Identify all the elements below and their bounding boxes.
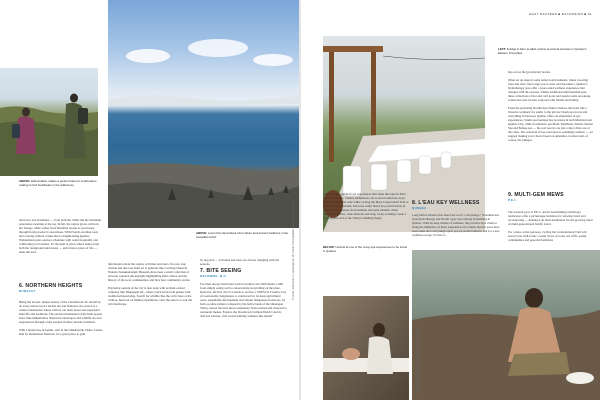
section-subtitle: P.E.I.: [508, 198, 517, 202]
bite-paragraph-cont: Gate, and join guided food experiences that share the region's First Nations heritage. Visitors enthusiasts can rooted in delicious stops for pizza, fruit and wine while cycling the Myra Canyon Rail Trail or hiking Knox Mountain. Kelowna really flexes its peach horizon in two growing seasons, from summer and early autumn, when bountiful harvests, wine festivals and long, rocky evenings create a sensory postcard of the valley's enduring magic.: [323, 192, 409, 220]
section-bite-seeing-header: [200, 268, 288, 278]
gems-paragraph: The pastoral pace of P.E.I., and its breathtaking windswept landscapes offer a picturesque backdrop for slowing down and reconnecting — making it an ideal destination for the growing trend of multi-generational family travel. For a more active getaway, cycling the Confederation Trail will reward you with scenic coastal views of rocky red cliffs, quaint communities and peaceful farmland,: [508, 210, 593, 242]
caption-text: Edmundsten makes a perfect base for small-nature making to find heartbeats in the wilderness: [19, 179, 97, 187]
north-paragraph-cont: information about the region, activities and tours. In town, step outside and discover Inuit art at galleries like Carvings Nunavut. Nunatta Sunakkutaangit Museum showcases a small collection of artwork, regional photographs highlighting Inuit culture and the history of the local communities, and they host community events. Exploring outside of the city is best done with an Inuit-owned company like Tikippugut Inc., where you'll learn from guides with traditional knowledge. Search for wildlife like the arctic hare or the caribou, head out on fishing expeditions, view the aurora or tour the wild landscape: [108, 262, 193, 306]
section-title: 9. MULTI-GEM MEWS: [508, 192, 564, 198]
bite-pre-paragraph: by dog sled — activities and tours are always changing with the seasons.: [200, 258, 280, 266]
column-6-gems: [508, 206, 594, 246]
photo-credit-left: © Credit: Edmunds 1; Landscape by JP; Credit: Photographer; Credit: Nunavut Tourism: [292, 199, 295, 300]
spa-paragraph-cont: hop across the [provincial] border. Often set up deep in some natural environments, where towering trees and river views urge you to relax and disconnect, Québec's hydrotherapy spas offer a year-round wellness experience that changes with the seasons. Unlike traditional individualism spas, these collections of hot and cold pools and steam rooms encourage connection and are best explored with friends and family. From the sprawling Nordik Spa-Nature Chelsea that feels like a 'massive wellpark' for adults to the private Strøm spa in lots and everything in between, Québec offers an abundance of spa experiences. Strøm spa boutique has locations in both Montréal and Québec City, while Scandinave spa Mont-Tremblant, Siberia Station Spa and Balnea spa — the real reserve are just a short drive out of the cities. The selection of top-rated spas is seemingly endless — we suggest making your choice based on amenities, location and, of course, the plunges.: [508, 70, 593, 142]
section-title: 7. BITE SEEING: [200, 268, 242, 274]
caption-spa: [323, 246, 409, 253]
column-6-spa: [508, 66, 594, 146]
caption-text: Unwind at one of the many spa experiences to be found in Quebec: [323, 245, 407, 253]
caption-arctic: [196, 232, 296, 239]
section-northern-heights-header: [19, 283, 103, 293]
caption-label: ABOVE:: [19, 179, 31, 183]
page-spine: [299, 0, 301, 400]
column-3-bite-pre: [200, 258, 288, 266]
section-subtitle: NUNAVUT: [19, 289, 36, 293]
caption-label: BELOW:: [323, 245, 335, 249]
caption-label: LEFT:: [498, 47, 506, 51]
section-title: 6. NORTHERN HEIGHTS: [19, 283, 83, 289]
column-1-north: [19, 296, 103, 340]
bite-paragraph: Food has always motivated world travellers, but 2020 marks a shift from simply eating well to experiencing storytelling on the plate. Kelowna, the first city in Canada to receive a UNESCO Creative City of Gastronomy designation, is celebrated for its deep agricultural roots, sustainable development and vibrant Indigenous foodways. Its farm-to-table culture is shaped by the fertile lands of the Okanagan Valley, whose flavours move seamlessly from orchard and vineyard to restaurant menus. Explore the Downtown Cultural District and its chef-led eateries, visit award-winning wineries like Quails': [200, 282, 287, 318]
photo-credit-right: © Credit: Photographer; Credit: Shutterstock; Photo credit text: [416, 324, 419, 396]
spa-photo: [323, 296, 409, 400]
spa-paragraph: Long before Ontario first heard the word "cold plunge," Scandinavian-style hydrotherapy and Nordic spas were already flourishing in Québec. With its deep culture of wellness, the province lays claim to being the birthplace of these experiences in Canada. Recent years have seen sauna and cold plunge spots pop up around Ontario, but for a true wellness escape, it's best to: [412, 213, 500, 237]
column-2-north: [108, 258, 194, 310]
caption-text: Learn first-hand about Inuit culture and ancient traditions in the Canadian Arctic: [196, 231, 289, 239]
north-paragraph: Being the newest, unique beauty of the Canadian Arctic should be on every nature lover's bucket list, but Nunavut also serves as a cultural destination where visitors can learn about and experience Inuit life and traditions. The ancestral homeland of the Inuit people since time immemorial, Nunavut's landscapes and wildlife are best experienced through a lens steeped in these ancient traditions. With a home base in Iqaluit, start in the Unikkaarvik Visitor Centre. Run by Destination Nunavut, it's a great place to gain: [19, 300, 103, 336]
section-multi-gem-header: [508, 192, 594, 202]
column-5-spa: [412, 213, 500, 237]
caption-hikers: [19, 180, 101, 187]
section-wellness-header: [412, 200, 500, 210]
arctic-photo: [108, 0, 299, 228]
column-1-intro: [19, 218, 103, 254]
section-subtitle: KELOWNA, B.C.: [200, 274, 228, 278]
caption-text: Indulge in farm-to-table cuisine at around wineries in Quebec's Eastern Townships: [498, 47, 587, 55]
lakeside-photo: [412, 250, 600, 400]
caption-dining: [498, 48, 594, 55]
column-4-bite-cont: [323, 192, 409, 220]
hikers-photo: [0, 68, 98, 176]
intro-paragraph: that leave you breathless — from both the climb and the mountain panoramas awaiting at the top. In fall, the region glows with red-hot foliage, while winter feels blissfully serene as you mosey through fresh powder in snowshoes. With French-Acadian roots and a strong cultural connection to neighbouring Quebec, Edmundston pairs outdoor adventure with warm hospitality and comforting local cuisine. It's the kind of place where nature feels both the background and nature — and reviews piece of life — takes the lead.: [19, 218, 102, 254]
column-3-bite: [200, 282, 288, 318]
page-folio: EASY ESCAPES ■ EXCURSION ■ 91: [529, 12, 592, 16]
caption-label: ABOVE:: [196, 231, 208, 235]
section-title: 8. L'EAU KEY WELLNESS: [412, 200, 480, 206]
section-subtitle: QUEBEC: [412, 206, 427, 210]
